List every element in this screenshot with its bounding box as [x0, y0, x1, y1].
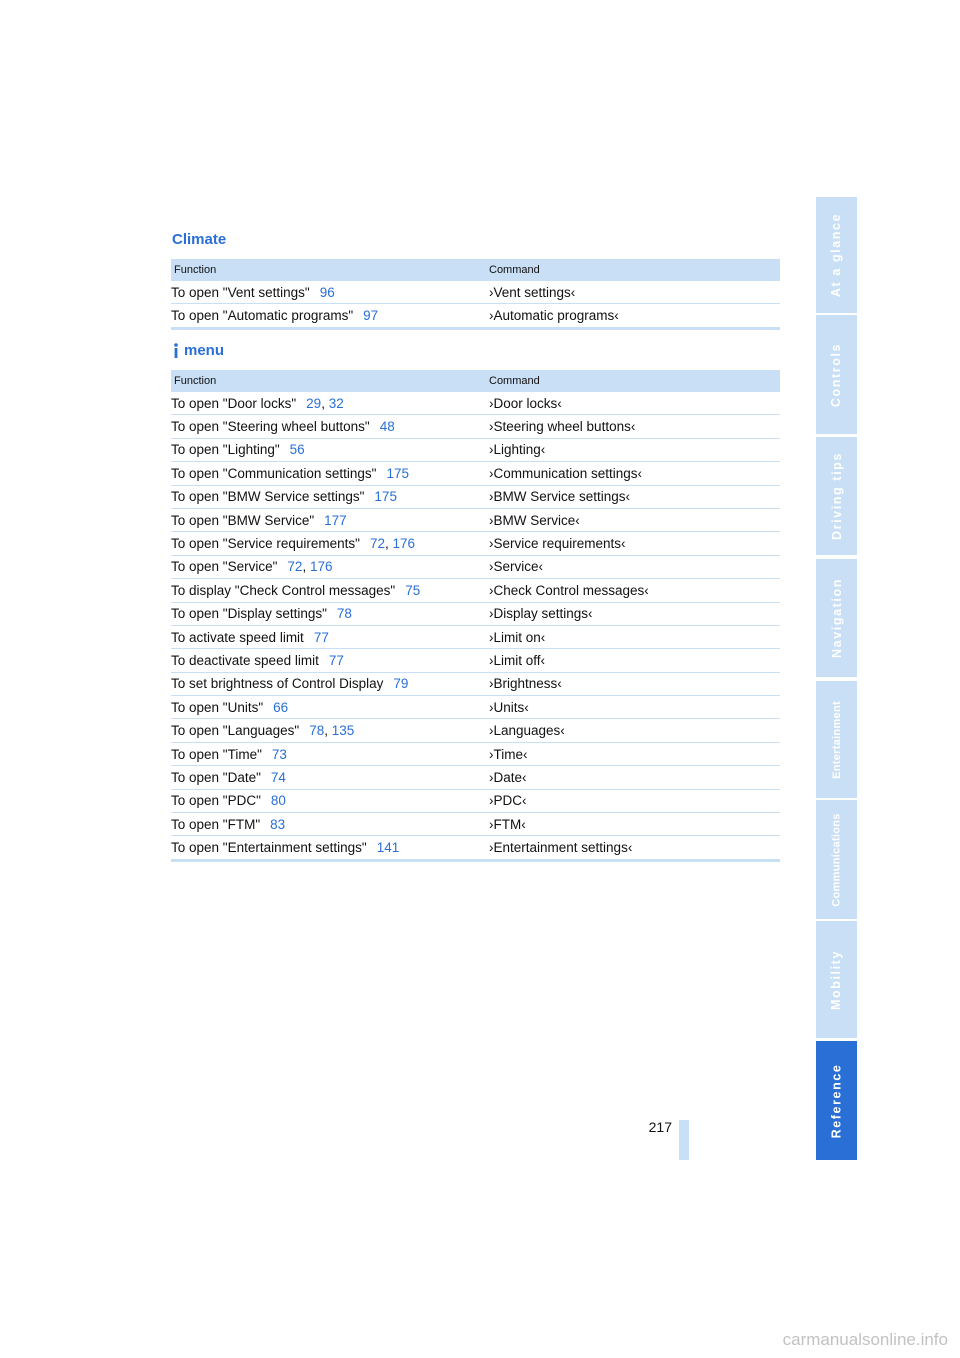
chapter-tab-label: At a glance: [829, 212, 844, 298]
page-reference-group: 72, 176: [287, 559, 333, 575]
page-reference-link[interactable]: 97: [363, 308, 379, 324]
function-text: To open "Service requirements": [171, 536, 360, 552]
page-reference-group: [337, 606, 352, 621]
page-reference-group: [272, 747, 287, 762]
command-column-header: Command: [489, 370, 780, 392]
page-reference-link[interactable]: 78: [336, 606, 352, 622]
table-row: [171, 462, 780, 485]
function-cell: [171, 742, 489, 765]
function-text: To open "Automatic programs": [171, 308, 354, 324]
page-reference-link[interactable]: 141: [376, 840, 400, 856]
page-reference-link[interactable]: 96: [319, 284, 335, 300]
page-reference-group: [314, 630, 329, 645]
chapter-tab-entertainment[interactable]: [816, 681, 857, 798]
page-reference-link[interactable]: 77: [313, 629, 329, 645]
table-row: [171, 836, 780, 860]
climate-command-table: [171, 259, 780, 330]
page-reference-link[interactable]: 56: [289, 442, 305, 458]
command-cell: ›Automatic programs‹: [489, 304, 780, 328]
function-cell: [171, 438, 489, 461]
function-cell: [171, 304, 489, 328]
page-reference-link[interactable]: 72: [287, 559, 303, 575]
function-cell: [171, 813, 489, 836]
table-row: [171, 438, 780, 461]
page-number: 217: [648, 1119, 672, 1135]
command-cell: ›Service‹: [489, 555, 780, 578]
table-row: [171, 766, 780, 789]
page-reference-group: [393, 676, 408, 691]
function-cell: [171, 672, 489, 695]
function-cell: [171, 281, 489, 304]
page-reference-link[interactable]: 175: [374, 489, 397, 505]
page-reference-group: [290, 442, 305, 457]
command-cell: ›Brightness‹: [489, 672, 780, 695]
table-row: [171, 602, 780, 625]
page-reference-link[interactable]: 80: [270, 793, 286, 809]
function-cell: [171, 602, 489, 625]
function-cell: [171, 555, 489, 578]
function-text: To open "BMW Service settings": [171, 489, 365, 505]
table-row: [171, 555, 780, 578]
page-reference-group: [270, 817, 285, 832]
table-row: [171, 415, 780, 438]
command-cell: ›Vent settings‹: [489, 281, 780, 304]
function-cell: [171, 508, 489, 531]
page-reference-group: [320, 285, 335, 300]
function-text: To display "Check Control messages": [171, 582, 396, 598]
climate-table-header: [171, 259, 780, 281]
page-reference-link[interactable]: 75: [405, 582, 421, 598]
function-text: To deactivate speed limit: [171, 652, 319, 668]
table-row: [171, 742, 780, 765]
command-cell: ›Display settings‹: [489, 602, 780, 625]
command-cell: ›BMW Service settings‹: [489, 485, 780, 508]
chapter-tab-at-a-glance[interactable]: [816, 197, 857, 313]
page-reference-link[interactable]: 176: [309, 559, 333, 575]
page-reference-group: [363, 308, 378, 323]
page-reference-group: 72, 176: [369, 536, 416, 552]
table-row: [171, 532, 780, 555]
command-cell: ›Steering wheel buttons‹: [489, 415, 780, 438]
function-text: To open "Lighting": [171, 442, 280, 458]
command-cell: ›Lighting‹: [489, 438, 780, 461]
table-row: [171, 392, 780, 415]
function-cell: [171, 579, 489, 602]
page-reference-link[interactable]: 29: [306, 395, 322, 411]
table-row: [171, 649, 780, 672]
table-row: [171, 281, 780, 304]
function-cell: [171, 462, 489, 485]
function-cell: [171, 532, 489, 555]
chapter-tab-label: Entertainment: [830, 700, 843, 779]
function-text: To open "Door locks": [171, 395, 297, 411]
command-cell: ›Door locks‹: [489, 392, 780, 415]
command-cell: ›Entertainment settings‹: [489, 836, 780, 860]
function-text: To open "PDC": [171, 793, 261, 809]
table-row: [171, 719, 780, 742]
function-text: To open "FTM": [171, 816, 261, 832]
chapter-tab-label: Mobility: [829, 949, 844, 1010]
command-cell: ›FTM‹: [489, 813, 780, 836]
table-row: [171, 304, 780, 328]
chapter-tab-navigation[interactable]: [816, 559, 857, 677]
table-row: [171, 508, 780, 531]
function-text: To open "Display settings": [171, 606, 327, 622]
command-cell: ›Check Control messages‹: [489, 579, 780, 602]
page-reference-group: [324, 513, 347, 528]
chapter-tab-reference[interactable]: [816, 1041, 857, 1160]
page-reference-group: [271, 793, 286, 808]
chapter-tab-communications[interactable]: [816, 800, 857, 919]
table-row: [171, 813, 780, 836]
function-text: To open "Languages": [171, 723, 300, 739]
function-cell: [171, 415, 489, 438]
imenu-title-text: menu: [184, 342, 225, 359]
function-cell: [171, 719, 489, 742]
table-row: [171, 789, 780, 812]
function-cell: [171, 649, 489, 672]
command-cell: ›PDC‹: [489, 789, 780, 812]
page-reference-link[interactable]: 79: [393, 676, 409, 692]
function-cell: [171, 625, 489, 648]
function-text: To open "Date": [171, 769, 261, 785]
function-text: To open "BMW Service": [171, 512, 315, 528]
table-row: [171, 579, 780, 602]
page-reference-link[interactable]: 66: [273, 699, 289, 715]
function-text: To open "Communication settings": [171, 465, 377, 481]
page-reference-group: [386, 466, 409, 481]
page-reference-link[interactable]: 78: [309, 723, 325, 739]
page-reference-link[interactable]: 74: [270, 769, 286, 785]
command-cell: ›Communication settings‹: [489, 462, 780, 485]
page-reference-link[interactable]: 177: [324, 512, 347, 528]
function-text: To open "Service": [171, 559, 278, 575]
chapter-tab-mobility[interactable]: [816, 921, 857, 1038]
function-cell: [171, 485, 489, 508]
chapter-tab-label: Reference: [829, 1063, 844, 1138]
function-text: To set brightness of Control Display: [171, 676, 384, 692]
function-cell: [171, 766, 489, 789]
page-reference-group: [405, 583, 420, 598]
page-reference-link[interactable]: 135: [331, 723, 355, 739]
function-cell: [171, 789, 489, 812]
function-column-header: Function: [171, 259, 489, 281]
command-cell: ›Limit on‹: [489, 625, 780, 648]
command-column-header: Command: [489, 259, 780, 281]
climate-title-text: Climate: [172, 231, 227, 248]
page-reference-group: [273, 700, 288, 715]
function-cell: [171, 836, 489, 860]
page-reference-link[interactable]: 72: [369, 536, 385, 552]
function-cell: [171, 696, 489, 719]
table-row: [171, 485, 780, 508]
page-reference-link[interactable]: 73: [271, 746, 287, 762]
command-cell: ›Time‹: [489, 742, 780, 765]
page-reference-group: 29, 32: [306, 395, 344, 411]
page-reference-link[interactable]: 77: [328, 652, 344, 668]
page-reference-group: [271, 770, 286, 785]
page-reference-group: [374, 489, 397, 504]
imenu-command-table: [171, 370, 780, 862]
command-cell: ›Units‹: [489, 696, 780, 719]
command-cell: ›Languages‹: [489, 719, 780, 742]
imenu-section-title: [172, 342, 224, 359]
chapter-tab-label: Navigation: [829, 578, 844, 658]
command-cell: ›BMW Service‹: [489, 508, 780, 531]
chapter-tab-label: Driving tips: [829, 452, 844, 540]
climate-section-title: [172, 231, 226, 248]
page-reference-link[interactable]: 48: [379, 419, 395, 435]
command-cell: ›Date‹: [489, 766, 780, 789]
function-column-header: Function: [171, 370, 489, 392]
command-cell: ›Service requirements‹: [489, 532, 780, 555]
page-reference-link[interactable]: 83: [270, 816, 286, 832]
page-reference-link[interactable]: 175: [386, 465, 409, 481]
watermark: carmanualsonline.info: [782, 1330, 948, 1349]
function-text: To open "Time": [171, 746, 262, 762]
function-text: To open "Vent settings": [171, 284, 310, 300]
function-text: To open "Units": [171, 699, 264, 715]
chapter-tab-controls[interactable]: [816, 315, 857, 434]
page-number-bar: [679, 1120, 689, 1160]
table-row: [171, 625, 780, 648]
function-cell: [171, 392, 489, 415]
page-reference-group: [380, 419, 395, 434]
info-icon: [172, 343, 180, 358]
chapter-tab-driving-tips[interactable]: [816, 437, 857, 555]
imenu-table-header: [171, 370, 780, 392]
page-reference-group: [329, 653, 344, 668]
table-row: [171, 672, 780, 695]
table-row: [171, 696, 780, 719]
chapter-tab-label: Controls: [829, 342, 844, 407]
function-text: To open "Steering wheel buttons": [171, 419, 370, 435]
page-reference-link[interactable]: 32: [328, 395, 344, 411]
function-text: To activate speed limit: [171, 629, 304, 645]
command-cell: ›Limit off‹: [489, 649, 780, 672]
page-reference-group: [377, 840, 400, 855]
function-text: To open "Entertainment settings": [171, 840, 367, 856]
chapter-tab-label: Communications: [830, 812, 843, 907]
page-reference-group: 78, 135: [309, 723, 355, 739]
page-reference-link[interactable]: 176: [392, 536, 416, 552]
